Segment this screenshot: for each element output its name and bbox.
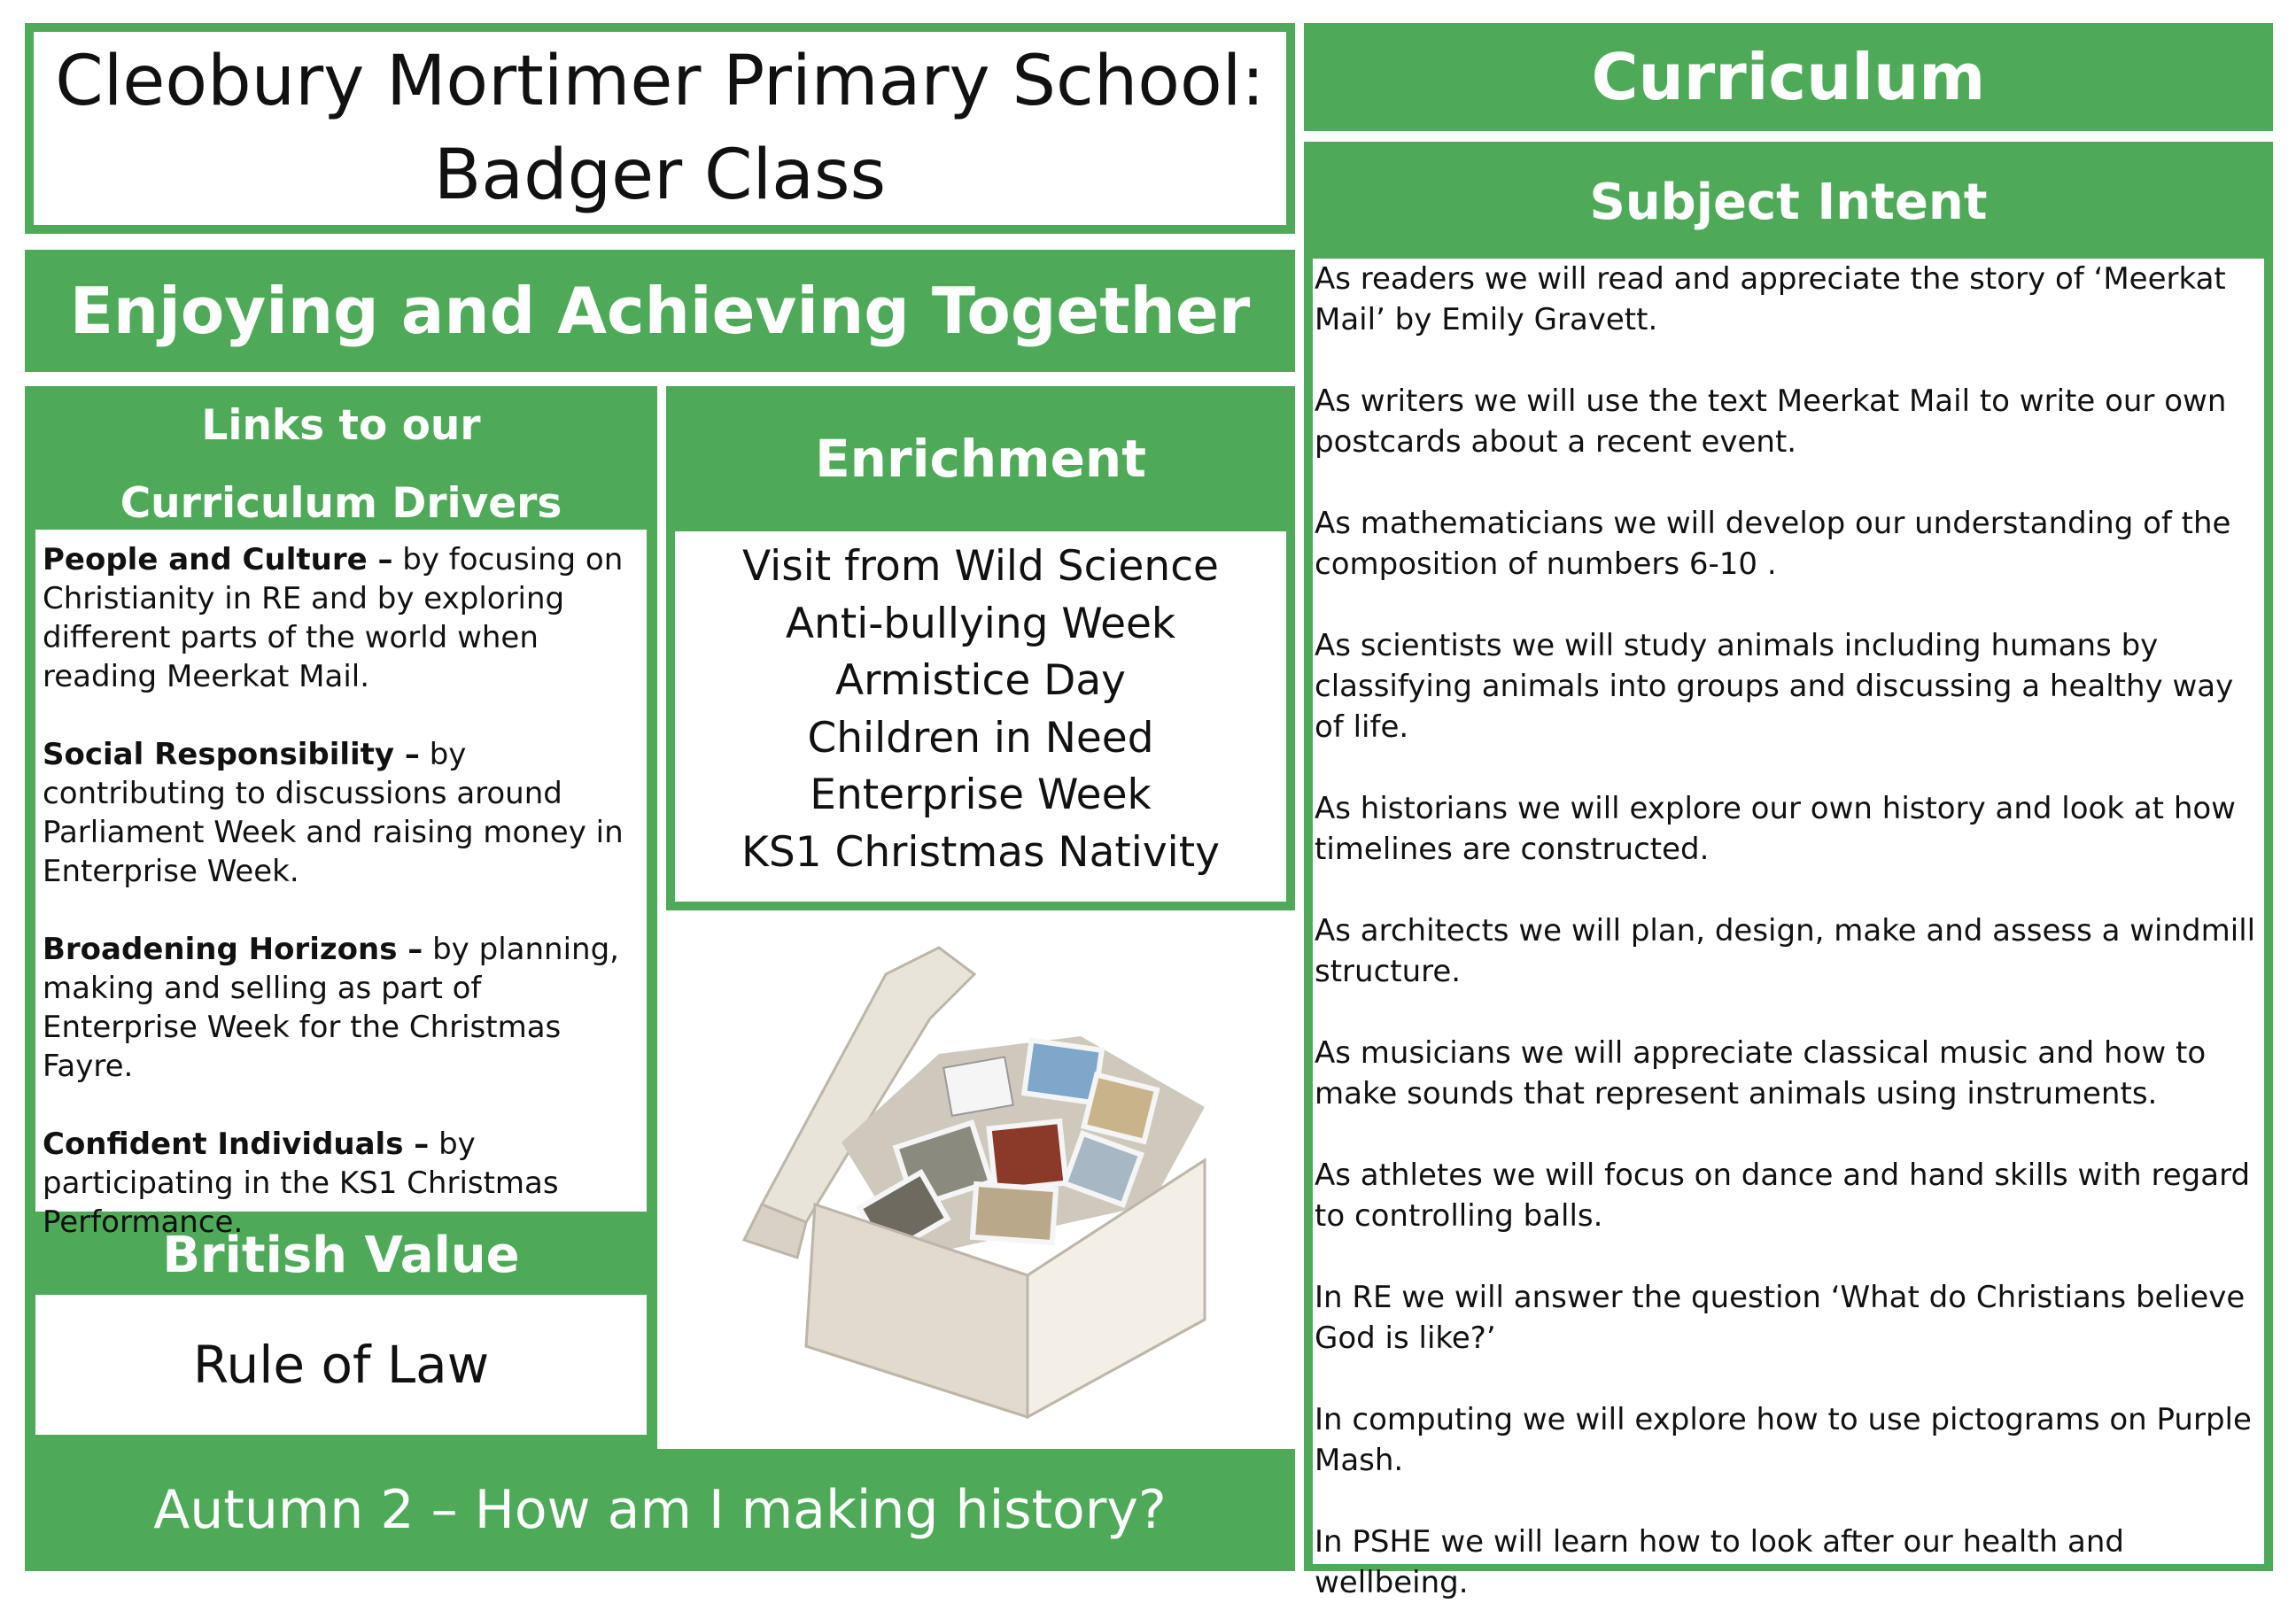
curriculum-drivers-panel bbox=[25, 386, 657, 1298]
enrichment-header bbox=[675, 386, 1286, 531]
driver-item-title: People and Culture – bbox=[43, 542, 393, 577]
british-value-header bbox=[25, 1212, 657, 1298]
intent-paragraph: As architects we will plan, design, make and assess a windmill structure. bbox=[1315, 913, 2256, 989]
intent-paragraph: As historians we will explore our own history and look at how timelines are constructed. bbox=[1315, 791, 2236, 867]
subject-intent-header-text: Subject Intent bbox=[1589, 173, 1988, 231]
british-value-panel bbox=[25, 1289, 657, 1451]
driver-item bbox=[43, 735, 640, 891]
intent-paragraph: As scientists we will study animals including humans by classifying animals into groups and discussing a healthy way of life. bbox=[1315, 628, 2234, 745]
enrichment-item: Enterprise Week bbox=[810, 771, 1152, 819]
enrichment-item: Children in Need bbox=[807, 713, 1154, 763]
driver-item bbox=[43, 540, 640, 696]
intent-paragraph: As readers we will read and appreciate the story of ‘Meerkat Mail’ by Emily Gravett. bbox=[1315, 261, 2226, 337]
tagline-text: Enjoying and Achieving Together bbox=[69, 274, 1251, 348]
driver-item-title: Social Responsibility – bbox=[43, 737, 420, 772]
enrichment-panel bbox=[666, 386, 1295, 910]
photo-box-icon bbox=[709, 939, 1258, 1435]
curriculum-drivers-header-line1: Links to our bbox=[201, 401, 481, 450]
school-title-line1: Cleobury Mortimer Primary School: bbox=[55, 42, 1265, 121]
driver-item bbox=[43, 930, 640, 1086]
intent-paragraph: In PSHE we will learn how to look after our health and wellbeing. bbox=[1315, 1524, 2124, 1600]
enrichment-item: KS1 Christmas Nativity bbox=[741, 827, 1220, 877]
intent-paragraph: As writers we will use the text Meerkat Mail to write our own postcards about a recent event. bbox=[1315, 383, 2227, 460]
subject-intent-list bbox=[1313, 259, 2264, 1600]
driver-item-text: by focusing on Christianity in RE and by exploring different parts of the world when reading Meerkat Mail. bbox=[43, 542, 624, 694]
british-value-text: Rule of Law bbox=[35, 1295, 647, 1435]
driver-item-text: by participating in the KS1 Christmas Performance. bbox=[43, 1127, 559, 1240]
footer-text: Autumn 2 – How am I making history? bbox=[153, 1479, 1167, 1541]
curriculum-header-text: Curriculum bbox=[1591, 40, 1986, 114]
curriculum-drivers-list bbox=[35, 530, 647, 1240]
enrichment-item: Visit from Wild Science bbox=[742, 542, 1219, 591]
driver-item-title: Confident Individuals – bbox=[43, 1127, 430, 1162]
enrichment-header-text: Enrichment bbox=[815, 429, 1146, 489]
enrichment-item: Anti-bullying Week bbox=[785, 599, 1176, 648]
subject-intent-header bbox=[1313, 142, 2264, 259]
school-title-line2: Badger Class bbox=[433, 136, 887, 215]
enrichment-item: Armistice Day bbox=[835, 656, 1126, 705]
intent-paragraph: As mathematicians we will develop our understanding of the composition of numbers 6-10 . bbox=[1315, 506, 2231, 582]
driver-item-title: Broadening Horizons – bbox=[43, 932, 423, 967]
driver-item-text: by planning, making and selling as part of Enterprise Week for the Christmas Fayre. bbox=[43, 932, 619, 1084]
curriculum-drivers-header-line2: Curriculum Drivers bbox=[120, 479, 562, 528]
curriculum-drivers-header bbox=[25, 386, 657, 528]
driver-item-text: by contributing to discussions around Parliament Week and raising money in Enterprise Week. bbox=[43, 737, 624, 889]
intent-paragraph: In RE we will answer the question ‘What do Christians believe God is like?’ bbox=[1315, 1280, 2246, 1356]
curriculum-header bbox=[1304, 23, 2273, 131]
intent-paragraph: As musicians we will appreciate classical music and how to make sounds that represent animals using instruments. bbox=[1315, 1035, 2207, 1111]
enrichment-list bbox=[675, 531, 1286, 902]
intent-paragraph: In computing we will explore how to use pictograms on Purple Mash. bbox=[1315, 1402, 2252, 1478]
british-value-header-text: British Value bbox=[162, 1226, 520, 1284]
subject-intent-panel bbox=[1304, 142, 2273, 1600]
tagline-banner bbox=[25, 250, 1295, 372]
title-panel bbox=[25, 23, 1295, 234]
intent-paragraph: As athletes we will focus on dance and hand skills with regard to controlling balls. bbox=[1315, 1158, 2251, 1234]
footer-banner bbox=[25, 1449, 1295, 1571]
school-title bbox=[34, 32, 1286, 225]
